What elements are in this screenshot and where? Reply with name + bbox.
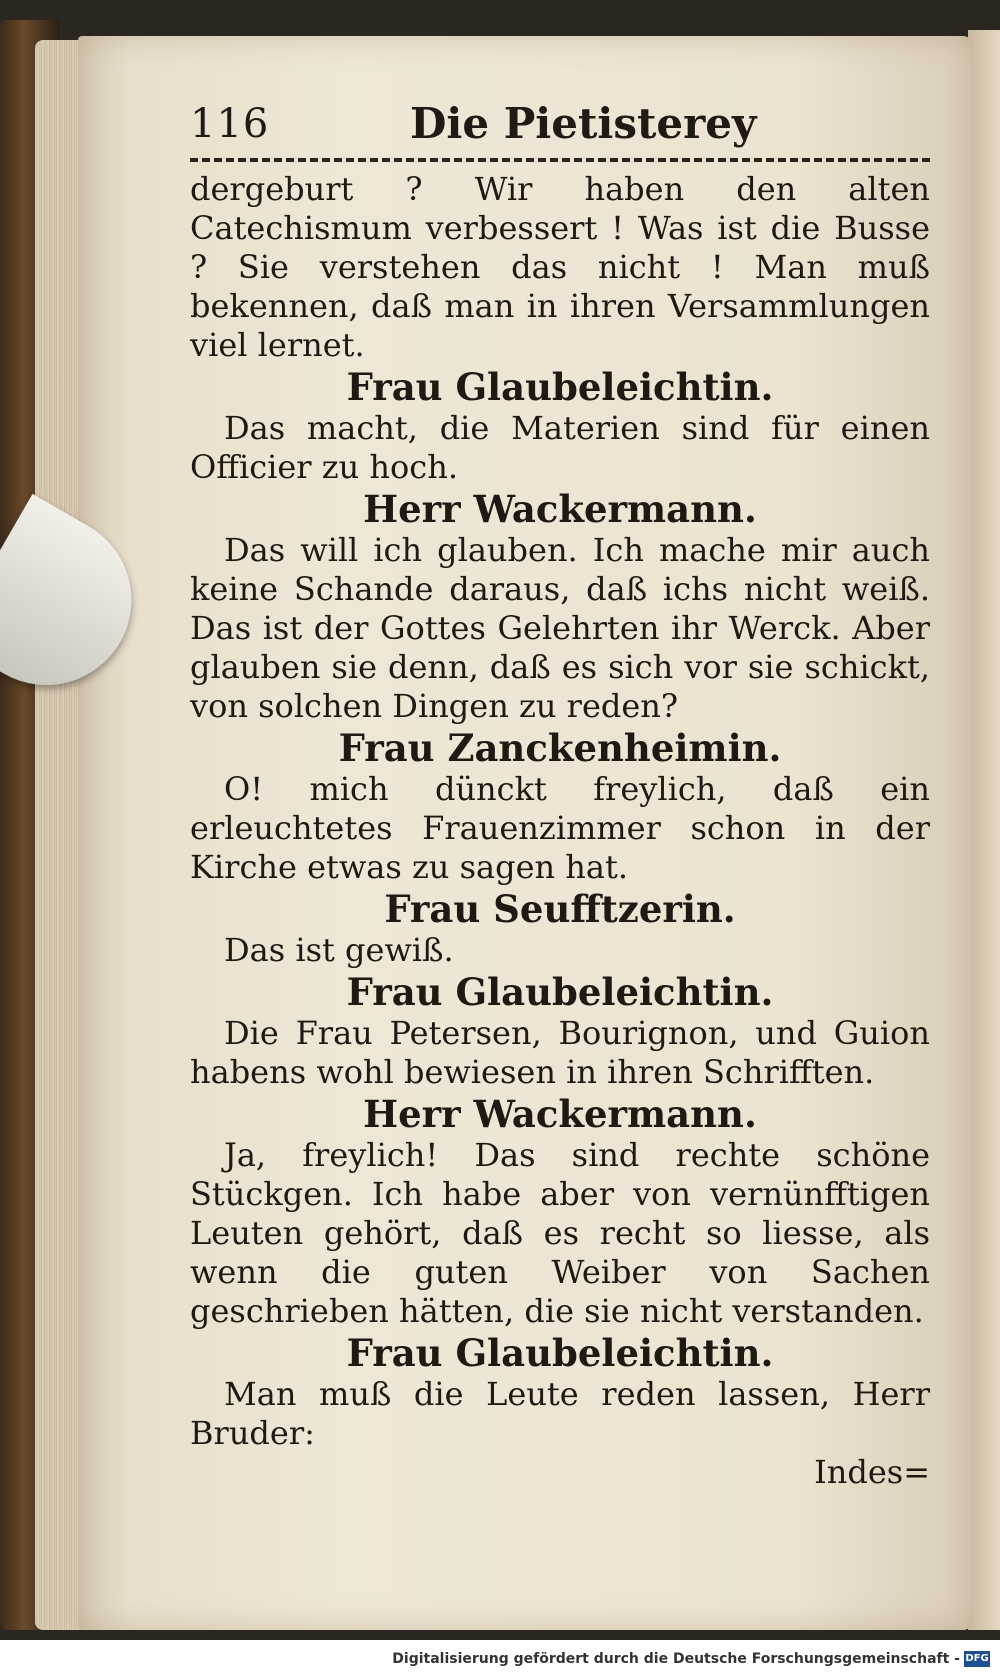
catchword: Indes= <box>814 1453 930 1491</box>
speaker-heading: Herr Wackermann. <box>363 1092 757 1136</box>
page-header <box>190 95 930 155</box>
speaker-heading: Herr Wackermann. <box>363 487 757 531</box>
running-title: Die Pietisterey <box>410 99 757 148</box>
page-text <box>190 170 930 1492</box>
speaker-heading: Frau Glaubeleichtin. <box>346 970 774 1014</box>
opening-paragraph: dergeburt ? Wir haben den alten Catechismum verbessert ! Was ist die Busse ? Sie verstehen das nicht ! Man muß bekennen, daß man in ihren Versammlungen viel lernet. <box>190 170 930 364</box>
speech-text: Ja, freylich! Das sind rechte schöne Stückgen. Ich habe aber von vernünfftigen Leuten gehört, daß es recht so liesse, als wenn die guten Weiber von Sachen geschrieben hätten, die sie nicht verstanden. <box>190 1136 930 1330</box>
speech-text: Das macht, die Materien sind für einen Officier zu hoch. <box>190 409 930 486</box>
speaker-heading: Frau Glaubeleichtin. <box>346 1331 774 1375</box>
speaker-heading: Frau Zanckenheimin. <box>338 726 782 770</box>
speaker-heading: Frau Seufftzerin. <box>384 887 736 931</box>
page-number: 116 <box>190 101 270 147</box>
speech-text: Man muß die Leute reden lassen, Herr Bruder: <box>190 1375 930 1452</box>
header-rule <box>190 158 930 162</box>
digitization-footer <box>0 1645 1000 1675</box>
speech-text: Das will ich glauben. Ich mache mir auch keine Schande daraus, daß ichs nicht weiß. Das ist der Gottes Gelehrten ihr Werck. Aber glauben sie denn, daß es sich vor sie schickt, von solchen Dingen zu reden? <box>190 531 930 725</box>
speech-text: Das ist gewiß. <box>224 931 454 969</box>
speaker-heading: Frau Glaubeleichtin. <box>346 365 774 409</box>
dfg-logo: DFG <box>964 1651 990 1667</box>
footer-credit: Digitalisierung gefördert durch die Deutsche Forschungsgemeinschaft - <box>392 1651 960 1667</box>
speech-text: Die Frau Petersen, Bourignon, und Guion habens wohl bewiesen in ihren Schrifften. <box>190 1014 930 1091</box>
speech-text: O! mich dünckt freylich, daß ein erleuchtetes Frauenzimmer schon in der Kirche etwas zu sagen hat. <box>190 770 930 886</box>
